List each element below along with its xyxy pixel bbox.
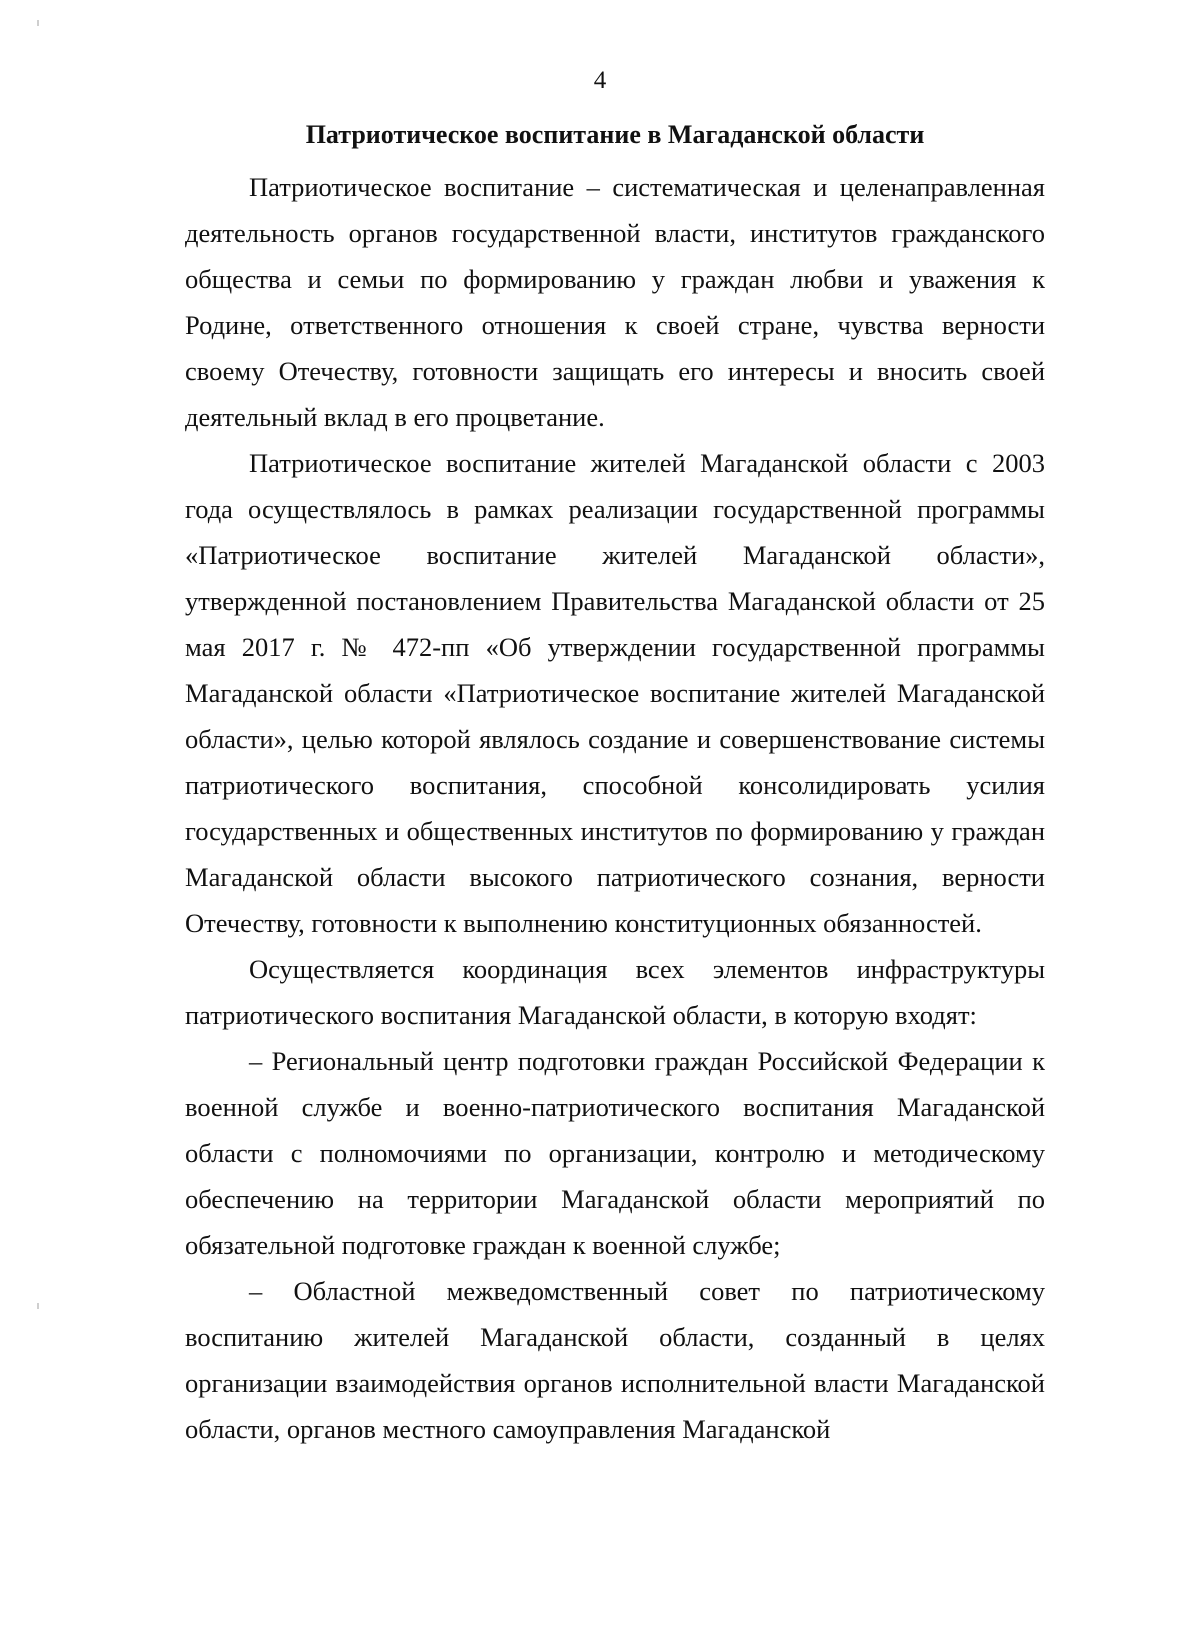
scan-margin-mark: [37, 20, 39, 26]
page-number: 4: [593, 67, 607, 94]
scan-margin-mark: [37, 1303, 39, 1309]
section-title: Патриотическое воспитание в Магаданской области: [305, 120, 925, 149]
body-text: [185, 164, 1045, 1452]
paragraph-program-history: Патриотическое воспитание жителей Магаданской области с 2003 года осуществлялось в рамках реализации государственной программы «Патриотическое воспитание жителей Магаданской области», утвержденной постановлением Правительства Магаданской области от 25 мая 2017 г. № 472-пп «Об утверждении государственной программы Магаданской области «Патриотическое воспитание жителей Магаданской области», целью которой являлось создание и совершенствование системы патриотического воспитания, способной консолидировать усилия государственных и общественных институтов по формированию у граждан Магаданской области высокого патриотического сознания, верности Отечеству, готовности к выполнению конституционных обязанностей.: [185, 448, 1045, 938]
list-item-interagency-council: – Областной межведомственный совет по патриотическому воспитанию жителей Магаданской области, созданный в целях организации взаимодействия органов исполнительной власти Магаданской области, органов местного самоуправления Магаданской: [185, 1276, 1045, 1444]
list-item-regional-center: – Региональный центр подготовки граждан Российской Федерации к военной службе и военно-патриотического воспитания Магаданской области с полномочиями по организации, контролю и методическому обеспечению на территории Магаданской области мероприятий по обязательной подготовке граждан к военной службе;: [185, 1046, 1045, 1260]
paragraph-infrastructure-intro: Осуществляется координация всех элементов инфраструктуры патриотического воспитания Магаданской области, в которую входят:: [185, 954, 1045, 1030]
paragraph-definition: Патриотическое воспитание – систематическая и целенаправленная деятельность органов государственной власти, институтов гражданского общества и семьи по формированию у граждан любви и уважения к Родине, ответственного отношения к своей стране, чувства верности своему Отечеству, готовности защищать его интересы и вносить своей деятельный вклад в его процветание.: [185, 172, 1045, 432]
